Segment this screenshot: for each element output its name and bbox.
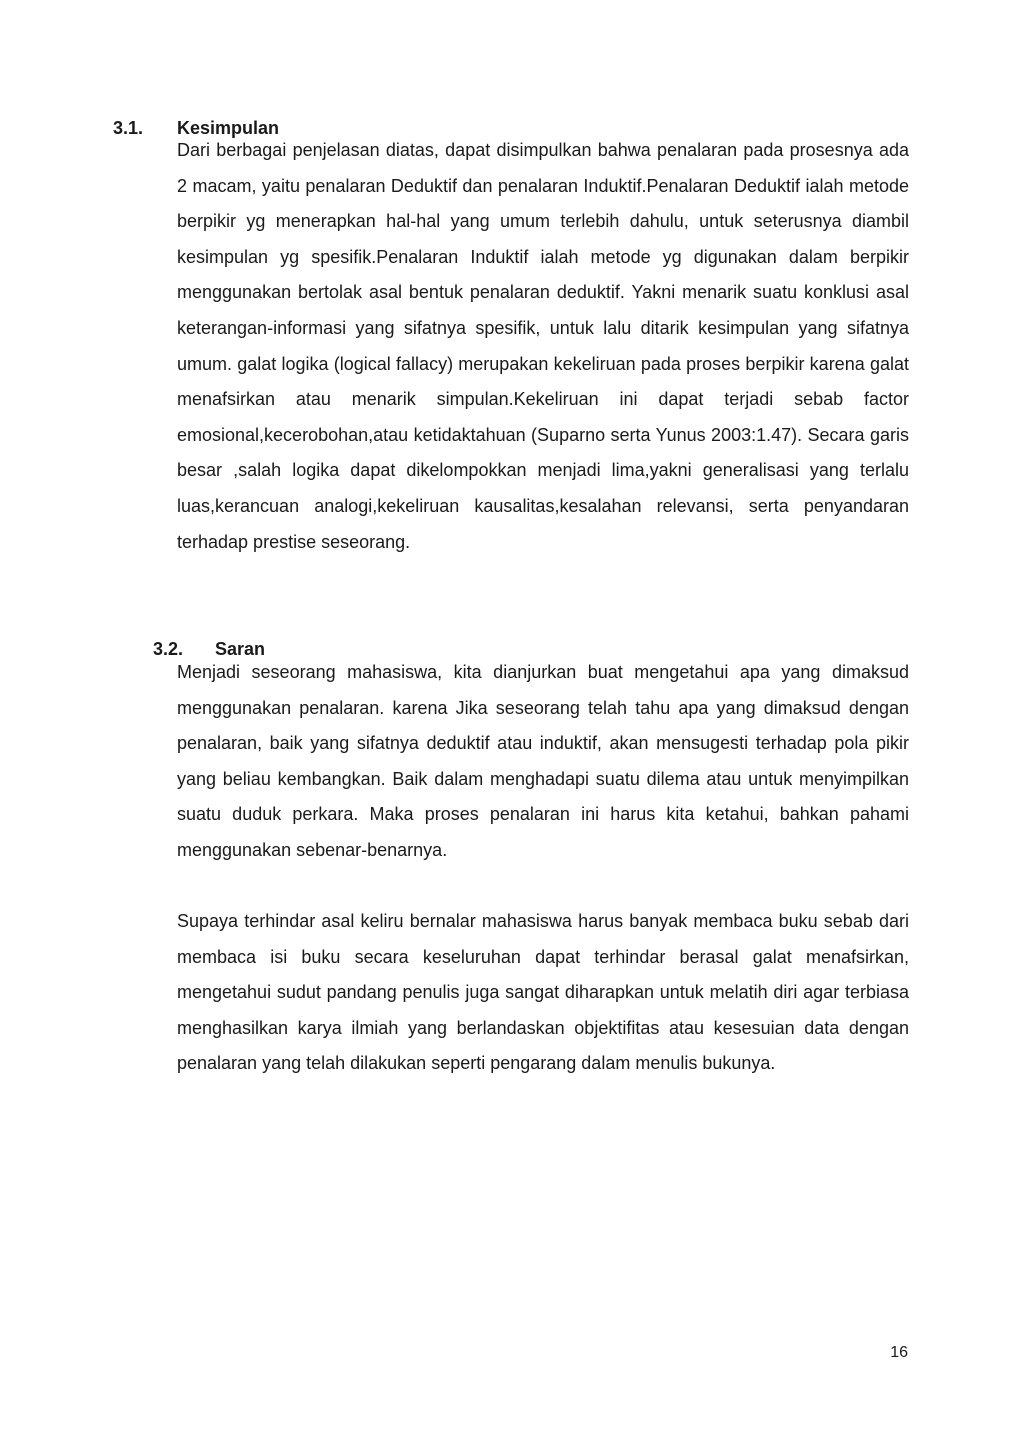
page-number: 16 (890, 1344, 908, 1361)
paragraph-kesimpulan: Dari berbagai penjelasan diatas, dapat disimpulkan bahwa penalaran pada prosesnya ada 2 macam, yaitu penalaran Deduktif dan penalaran Induktif.Penalaran Deduktif ialah metode berpikir yg menerapkan hal-hal yang umum terlebih dahulu, untuk seterusnya diambil kesimpulan yg spesifik.Penalaran Induktif ialah metode yg digunakan dalam berpikir menggunakan bertolak asal bentuk penalaran deduktif. Yakni menarik suatu konklusi asal keterangan-informasi yang sifatnya spesifik, untuk lalu ditarik kesimpulan yang sifatnya umum. galat logika (logical fallacy) merupakan kekeliruan pada proses berpikir karena galat menafsirkan atau menarik simpulan.Kekeliruan ini dapat terjadi sebab factor emosional,kecerobohan,atau ketidaktahuan (Suparno serta Yunus 2003:1.47). Secara garis besar ,salah logika dapat dikelompokkan menjadi lima,yakni generalisasi yang terlalu luas,kerancuan analogi,kekeliruan kausalitas,kesalahan relevansi, serta penyandaran terhadap prestise seseorang. (177, 140, 909, 552)
paragraph-saran-1: Menjadi seseorang mahasiswa, kita dianjurkan buat mengetahui apa yang dimaksud menggunakan penalaran. karena Jika seseorang telah tahu apa yang dimaksud dengan penalaran, baik yang sifatnya deduktif atau induktif, akan mensugesti terhadap pola pikir yang beliau kembangkan. Baik dalam menghadapi suatu dilema atau untuk menyimpilkan suatu duduk perkara. Maka proses penalaran ini harus kita ketahui, bahkan pahami menggunakan sebenar-benarnya. (177, 662, 909, 860)
section-number: 3.2. (153, 639, 184, 659)
section-number: 3.1. (113, 118, 144, 138)
section-title: Kesimpulan (177, 118, 280, 138)
paragraph-saran-2: Supaya terhindar asal keliru bernalar mahasiswa harus banyak membaca buku sebab dari membaca isi buku secara keseluruhan dapat terhindar berasal galat menafsirkan, mengetahui sudut pandang penulis juga sangat diharapkan untuk melatih diri agar terbiasa menghasilkan karya ilmiah yang berlandaskan objektifitas atau kesesuian data dengan penalaran yang telah dilakukan seperti pengarang dalam menulis bukunya. (177, 911, 909, 1074)
section-title: Saran (215, 639, 266, 659)
